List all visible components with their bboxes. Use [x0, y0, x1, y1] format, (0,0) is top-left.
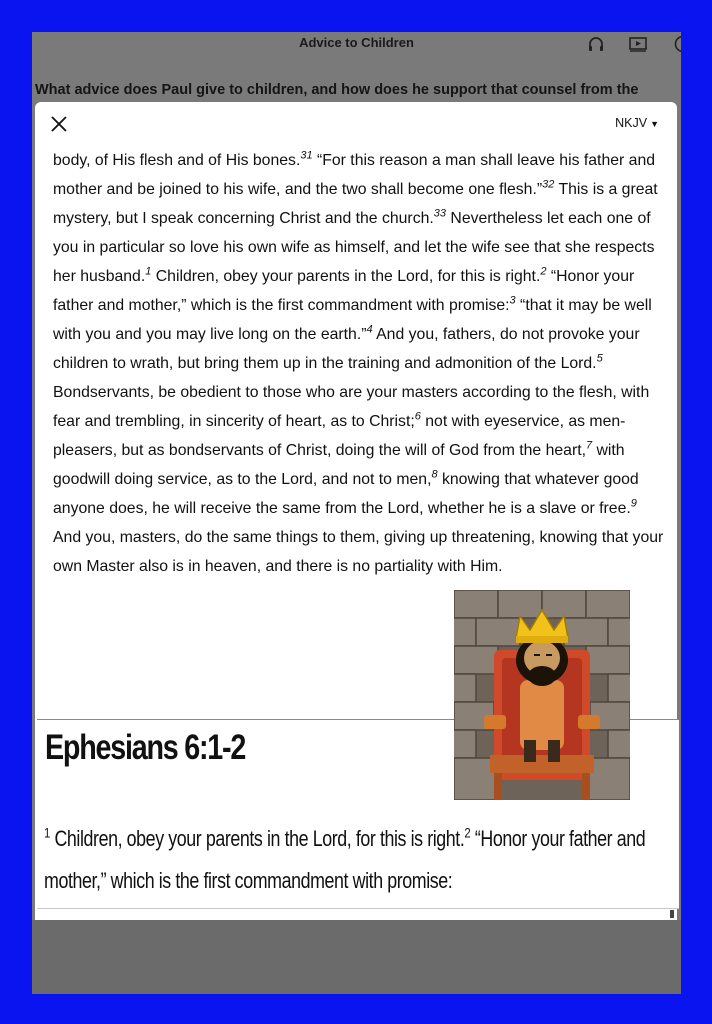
verse-card-text — [44, 818, 676, 902]
verse-text: “Honor your father and mother,” which is the first commandment with promise: — [44, 826, 646, 893]
question-text: What advice does Paul give to children, and how does he support that counsel from the — [35, 82, 639, 98]
verse-number: 9 — [630, 497, 637, 510]
verse-number: 7 — [585, 439, 593, 452]
verse-text: Bondservants, be obedient to those who are your masters according to the flesh, with fear and trembling, in sincerity of heart, as to Christ; — [53, 384, 650, 430]
verse-number: 1 — [44, 824, 50, 841]
verse-text: with goodwill doing service, as to the Lord, and not to men, — [53, 442, 625, 488]
version-label: NKJV — [615, 116, 648, 130]
verse-text: Children, obey your parents in the Lord, for this is right. — [151, 268, 541, 285]
verse-number: 3 — [509, 294, 516, 307]
caret-down-icon: ▼ — [650, 119, 659, 129]
verse-number: 5 — [596, 352, 603, 365]
verse-text: not with eyeservice, as men-pleasers, but as bondservants of Christ, doing the will of God from the heart, — [53, 413, 626, 459]
verse-number: 2 — [540, 265, 547, 278]
verse-number: 8 — [431, 468, 438, 481]
verse-text: And you, fathers, do not provoke your children to wrath, but bring them up in the training and admonition of the Lord. — [53, 326, 640, 372]
bottom-area — [32, 920, 681, 994]
verse-text: “For this reason a man shall leave his father and mother and be joined to his wife, and the two shall become one flesh.” — [53, 152, 656, 198]
verse-text: “Honor your father and mother,” which is the first commandment with promise: — [53, 268, 635, 314]
close-icon[interactable] — [49, 114, 69, 134]
verse-number: 31 — [300, 149, 313, 162]
scripture-passage — [53, 146, 665, 581]
verse-card-title: Ephesians 6:1-2 — [45, 728, 246, 767]
top-bar — [32, 32, 681, 56]
verse-text: knowing that whatever good anyone does, he will receive the same from the Lord, whether he is a slave or free. — [53, 471, 639, 517]
version-selector[interactable] — [615, 116, 659, 130]
info-icon[interactable] — [673, 34, 681, 54]
verse-text: Nevertheless let each one of you in particular so love his own wife as himself, and let the wife see that she respects her husband. — [53, 210, 655, 285]
verse-text: body, of His flesh and of His bones. — [53, 152, 301, 169]
verse-text: And you, masters, do the same things to them, giving up threatening, knowing that your own Master also is in heaven, and there is no partiality with Him. — [53, 529, 664, 575]
verse-number: 1 — [145, 265, 152, 278]
verse-number: 33 — [433, 207, 447, 220]
page-title: Advice to Children — [299, 35, 414, 50]
headphones-icon[interactable] — [586, 34, 606, 54]
verse-number: 4 — [366, 323, 373, 336]
verse-number: 6 — [414, 410, 421, 423]
verse-text: Children, obey your parents in the Lord, for this is right. — [49, 826, 465, 851]
verse-number: 2 — [464, 824, 471, 841]
scrollbar-thumb[interactable] — [670, 910, 674, 918]
verse-number: 32 — [542, 178, 555, 191]
verse-text: This is a great mystery, but I speak concerning Christ and the church. — [53, 181, 658, 227]
king-on-throne-image — [454, 590, 630, 800]
verse-text: “that it may be well with you and you may live long on the earth.” — [53, 297, 652, 343]
play-box-icon[interactable] — [628, 34, 648, 54]
